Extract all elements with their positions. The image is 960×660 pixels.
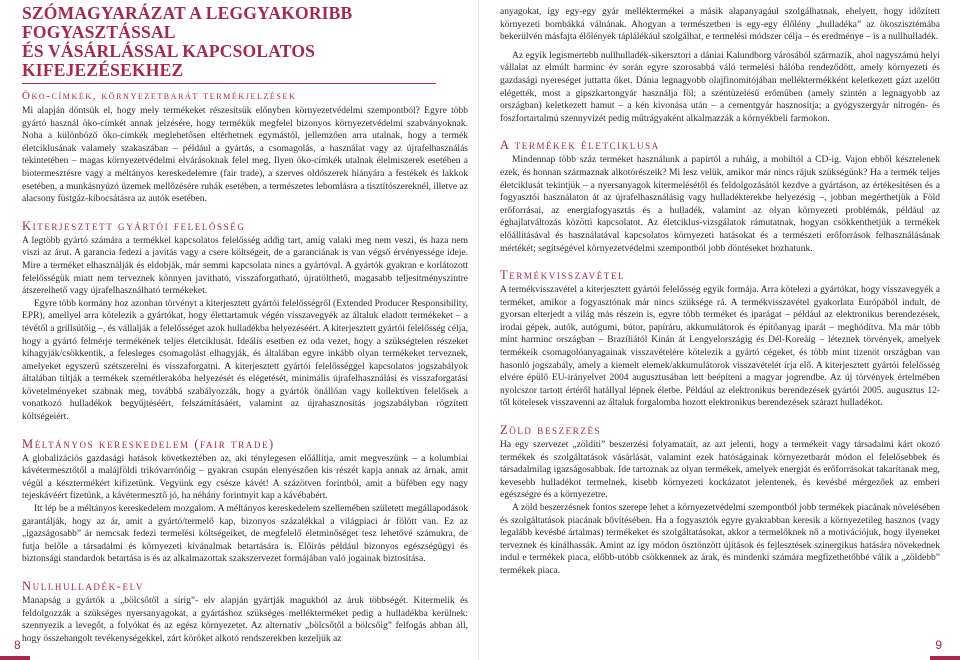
left-page — [22, 0, 468, 660]
paragraph: anyagokat, így egy-egy gyár melléktermékei a másik alapanyagául szolgálhatnak, ehelyett, hogy időzített környezeti bombákká válnának. Ahogyan a természetben is egy-egy élőlény „hulladéka” az ökoszisztémába bekerülvén másfajta élőlények táplálékául szolgálhat, e termelési módszer célja – és eredménye – is a nullhulladék. — [500, 7, 940, 43]
paragraph: Manapság a gyártók a „bölcsőtől a sírig”- elv alapján gyártják magukból az áruk többségét. Kitermelik és feldolgozzák a szükséges nyersanyagokat, a gyártáshoz szükséges mellékterméket pedig a hulladékba kerülnek: szennyezik a levegőt, a folyókat és az egész környezetet. Az alternatív „bölcsőtől a bölcsőig” felfogás abban áll, hogy összehangolt tevékenységekkel, zárt köröket alkotó rendszerekben kezeljük az — [22, 596, 468, 644]
page-number-left: 8 — [14, 638, 21, 652]
page-gutter — [478, 0, 479, 660]
paragraph: Mindennap több száz terméket használunk a papírtól a ruháig, a mobiltól a CD-ig. Vajon ebből késztelenek ezek, és honnan származnak alkotórészeik? Mi lesz velük, amikor már nincs rájuk szükségünk? Ha a termék teljes életciklusát tekintjük – a nyersanyagok kitermelésétől és feldolgozásától kezdve a gyártáson, az értékesítésen és a fogyasztói használaton át az újrafelhasználásig vagy hulladékterekbe helyezésig –, jobban megérthetjük a Föld erőforrásai, az energiafogyasztás és a hulladék, valamint az olyan környezeti problémák, például az éghajlatváltozás közötti kapcsolatot. Az életciklus-vizsgálatok rámutatnak, hogyan csökkenthetjük a termékek előállításával és használatával kapcsolatos környezeti hatásokat és a természeti erőforrások felhasználásának mértékét; segítségével környezetvédelmi szempontból jobb döntéseket hozhatunk. — [500, 155, 940, 254]
heading-nullhulladek: Nullhulladék-elv — [22, 579, 144, 593]
heading-meltanyos-kereskedelem: Méltányos kereskedelem (fair trade) — [22, 436, 275, 451]
paragraph: A legtöbb gyártó számára a termékkel kapcsolatos felelősség addig tart, amíg valaki meg nem veszi, és haza nem viszi az árut. A garancia fedezi a javítás vagy a csere költségeit, de a garanciának is van végső érvényessége ideje. Mire a terméket elhasználják és eldobják, már semmi kapcsolata nincs a gyártóval. A gyártók gyakran e korlátozott felelősségük miatt nem terveznek könnyen javítható, visszaforgatható, újratölthető, magasabb teljesítményszintre átszerelhető vagy újrafelhasználható termékeket. — [22, 235, 468, 297]
page-number-right: 9 — [935, 638, 942, 652]
page-edge-bar-right — [930, 656, 960, 660]
heading-termekek-eletciklusa: A termékek életciklusa — [500, 138, 660, 153]
paragraph: Mi alapján döntsük el, hogy mely termékeket részesítsük előnyben környezetvédelmi szempontból? Egyre több gyártó használ öko-címkét annak jelzésére, hogy termékük megfelel bizonyos környezetvédelmi szabványoknak. Noha a különböző öko-címkék meglehetősen eltérhetnek egymástól, jellemzően arra utalnak, hogy a termék életciklusának valamely szakaszában – például a gyártás, a csomagolás, a használat vagy az újrafelhasználás tekintetében – magas környezetvédelmi elvárásoknak felel meg. Ilyen öko-címkék utalnak élelmiszerek esetében a biotermesztésre vagy a méltányos kereskedelemre (fair trade), a szerves oldószerek hiányára a festékek és lakkok esetében, a munkásnyúzó üzemek mellőzésére ruhák esetében, a természetes lebomlásra a tisztítószereknél, illetve az alacsony füstgáz-kibocsátásra az autók esetében. — [22, 106, 468, 205]
paragraph: A termékvisszavétel a kiterjesztett gyártói felelősség egyik formája. Arra kötelezi a gyártókat, hogy visszavegyék a terméket, amikor a fogyasztónak már nincs szüksége rá. A termékvisszavétel gyakorlata Európából indult, de gyorsan elterjedt a világ más részein is, egyre több terméket és iparágat – például az elektronikus berendezések, irodai gépek, autók, autógumi, bútor, papíráru, akkumulátorok és építőanyag iparát – meghódítva. Ma már több mint harminc országban – Brazíliától Kínán át Lengyelországig és Dél-Koreáig – léteznek törvények, amelyek termékeik csomagolóanyagainak visszavételére kötelezik a gyártó cégeket, és több mint tizenöt országban van hasonló jogszabály, amely a kiemelt elemek/akkumulátorok visszavételét írja elő. A kiterjesztett gyártói felelősség elvére épülő EU-irányelvet 2004 augusztusában lett beépíteni a magyar jogrendbe. Az új törvények értelmében nyolcszor tartott értéről hatállyal lépnek életbe. Például az elektronikus berendezések gyártói 2005. augusztus 12-től kötelesek visszavenni az általuk forgalomba hozott elektronikus berendezések szárazt hulladékot. — [500, 285, 940, 409]
paragraph: Itt lép be a méltányos kereskedelem mozgalom. A méltányos kereskedelem szellemében született megállapodások garantálják, hogy az ár, amit a gyártó/termelő kap, bizonyos százalékkal a világpiaci ár fölött van. Ez az „igazságosabb” ár nemcsak fedezi termelési költségeiket, de megfelelő életminőséget tesz lehetővé számukra, de futja belőle a társadalmi és környezeti kívánalmak betartására is. Előírás például bizonyos egészségügyi és biztonsági standardok betartása is és az alkalmazottak szakszervezet formájában való jogainak biztosítása. — [22, 504, 468, 565]
title-line-2: ÉS VÁSÁRLÁSSAL KAPCSOLATOS KIFEJEZÉSEKHEZ — [22, 41, 316, 80]
paragraph: Ha egy szervezet „zöldíti” beszerzési folyamatait, az azt jelenti, hogy a termékeit vagy társadalmi kárt okozó termékek és szolgáltatások vásárlását, valamint ezek hatóságainak környezetbarát módon el felelősebbek és társadalmilag igazságosabbak. Ide tartoznak az olyan termékek, amelyek energiát és erőforrásokat takarítanak meg, kevesebb hulladékot termelnek, kisebb környezeti kockázatot jelentenek, és kevésbé mérgezőek az emberi egészségre és a környezetre. — [500, 440, 940, 501]
paragraph: A zöld beszerzésnek fontos szerepe lehet a környezetvédelmi szempontból jobb termékek piacának növelésében és szolgáltatások piacának bővítésében. Ha a fogyasztók egyre gyakrabban keresik a környezetileg hasznos (vagy legalább kevésbé ártalmas) termékeket és szolgáltatásokat, akkor a termelőknek nő a motivációjuk, hogy ilyeneket terveznek és kínálhassák. Amint az így módon ösztönzött újítások és fejlesztések szinergikus hatására növekednek indul e termékek piaca, előbb-utóbb csökkennek az árak, és mindenki számára megfizethetőbbé válik a „zöldebb” termékek piaca. — [500, 503, 940, 576]
heading-kiterjesztett-felelosseg: Kiterjesztett gyártói felelősség — [22, 218, 246, 233]
right-page — [500, 0, 940, 660]
paragraph: Egyre több kormány hoz azonban törvényt a kiterjesztett gyártói felelősségről (Extended Producer Responsibility, EPR), amellyel arra kötelezik a gyártókat, hogy élettartamuk végén visszavegyék az általuk eladott termékeket – a tévétől a grillsütőig –, és vállalják a felelősséget azok hulladékba helyezéséért. A kiterjesztett gyártói felelősség célja, hogy a gyártó felmérje termékének teljes életciklusát. Ideális esetben ez oda vezet, hogy a szükségtelen részeket kihagyják/csökkentik, a felesleges csomagolást elhagyják, és általában egyre inkább olyan termékeket terveznek, amelyeket egyszerű szétszerelni és visszaforgatni. A kiterjesztett gyártói felelősséggel kapcsolatos jogszabályok általában tiltják a termékek szemétlerakóba helyezését és elégetését, minimális újrafelhasználási és visszaforgatási követelményeket szabnak meg, továbbá szabályozzák, hogy a gyártók önállóan vagy kollektíven felelősek a vonatkozó hulladékok begyűjtéséért, felszámításáért, valamint az újrahasznosítás jogszabályban rögzített költségeiért. — [22, 298, 468, 423]
paragraph: A globalizációs gazdasági hatások következtében az, aki ténylegesen előállítja, amit megveszünk – a kolumbiai kávétermesztőtől a malájföldi trikóvarrónőig – gyakran csupán elenyészően kis részét kapja annak az árnak, amit végül a késztermékért kifizetünk. Vegyünk egy csésze kávét! A százötven forintból, amit a büfében egy nagy tejeskávéért fizetünk, a kávétermesztő jó, ha néhány forintnyit kap a kávébabért. — [22, 453, 468, 502]
heading-termekvisszavetel: Termékvisszavétel — [500, 268, 626, 283]
heading-zold-beszerzes: Zöld beszerzés — [500, 423, 602, 438]
title-line-1: SZÓMAGYARÁZAT A LEGGYAKORIBB FOGYASZTÁSSAL — [22, 3, 353, 42]
page-title — [22, 4, 468, 80]
heading-oko-cimkek: Öko-címkék, környezetbarát termékjelzések — [22, 90, 297, 102]
paragraph: Az egyik legismertebb nullhulladék-sikersztori a dániai Kalundborg városából származik, ahol nagyszámú helyi vállalat az elmúlt harminc év során egyre szorosabbá váló termelési hálóba rendeződött, amely környezeti és gazdasági nyereséget juttatta őket. Dánia legnagyobb olajfinomítójában melléktermékként keletkezett gázt azelőtt elégették, most a gipszkartongyár használja föl; a széntüzelésű erőműben (amely szintén a legnagyobb az országban) keletkezett hamut – a kén kivonása után – a cementgyár hasznosítja; a gyógyszergyár nitrogén- és foszfortartalmú szennyvizét pedig műtrágyaként alkalmazzák a környékbeli farmokon. — [500, 50, 940, 124]
page-edge-bar-left — [0, 656, 30, 660]
title-rule — [22, 83, 436, 84]
